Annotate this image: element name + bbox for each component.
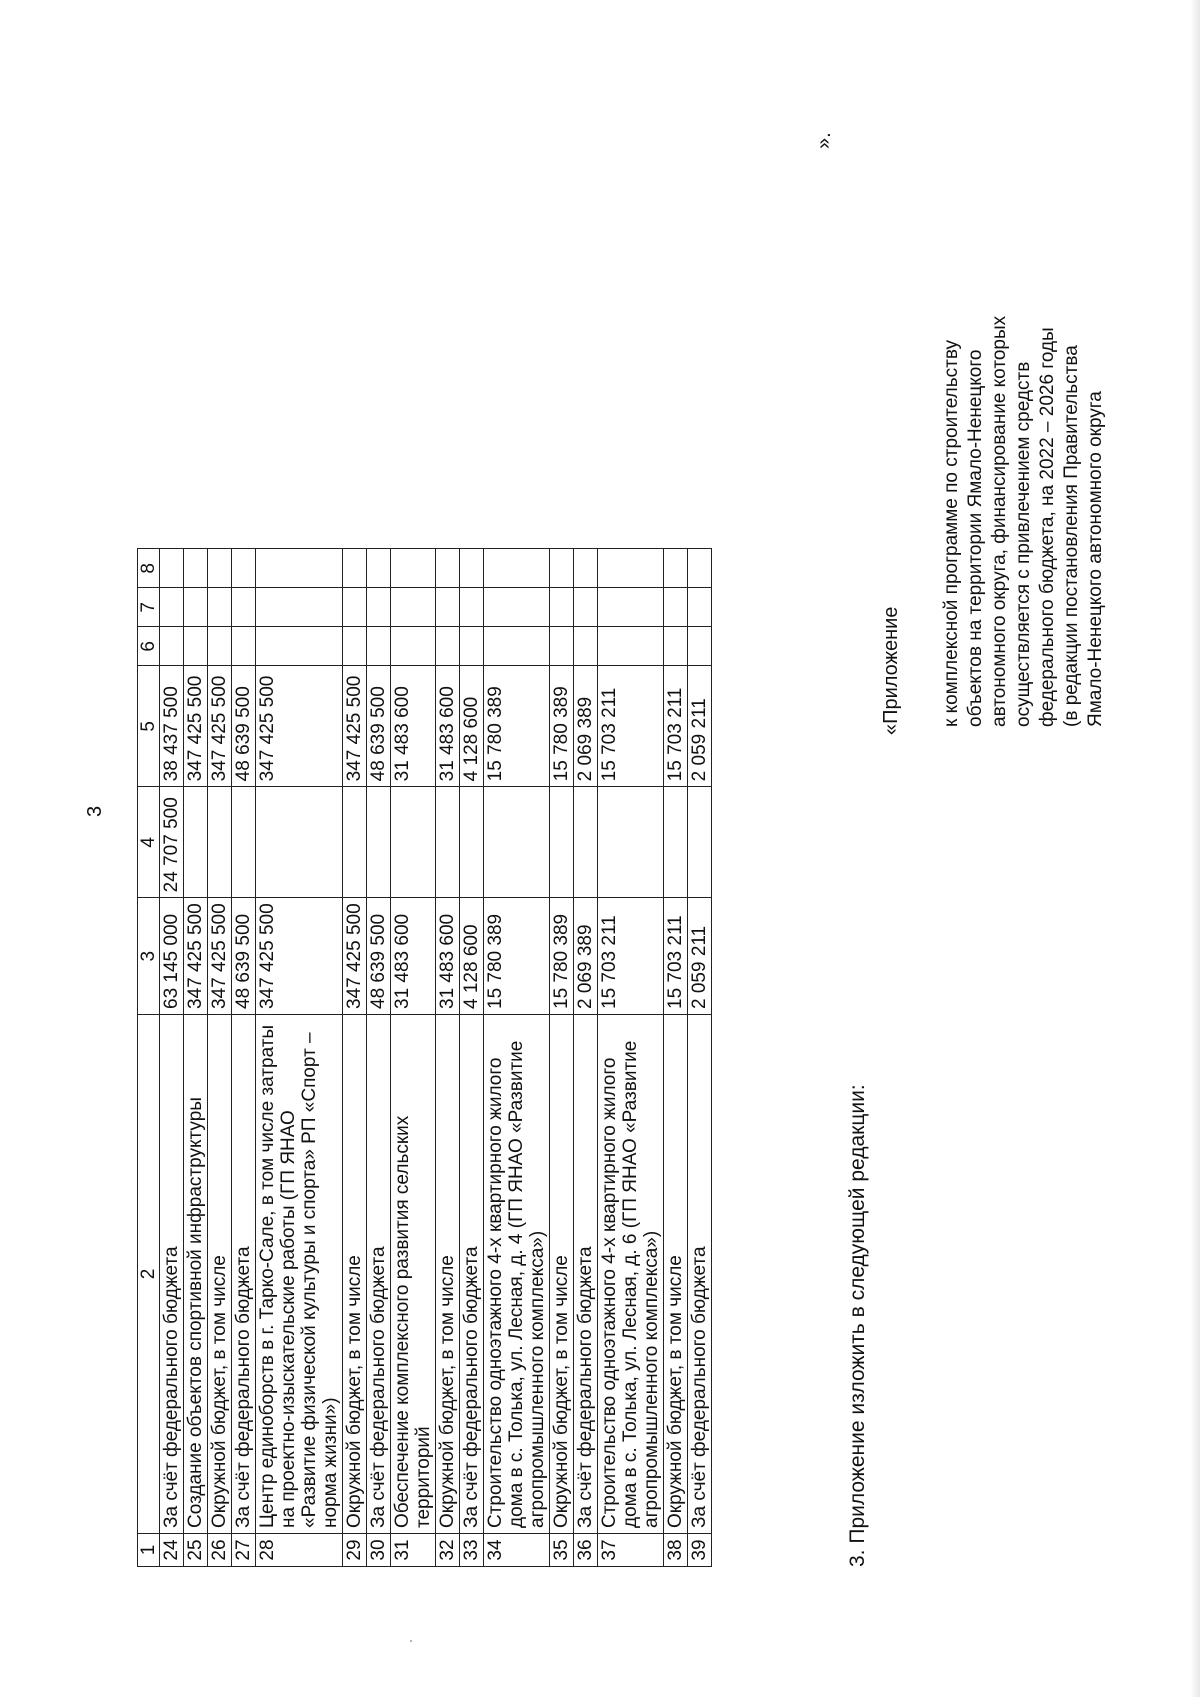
col7-value — [184, 588, 208, 627]
col7-value — [598, 588, 664, 627]
col8-value — [391, 549, 436, 588]
appendix-line: к комплексной программе по строительству — [941, 340, 962, 727]
column-header: 5 — [138, 666, 160, 787]
col7-value — [256, 588, 343, 627]
col4-value — [391, 787, 436, 898]
row-number: 27 — [232, 1534, 256, 1567]
row-number: 25 — [184, 1534, 208, 1567]
col7-value — [484, 588, 550, 627]
col3-value: 2 069 389 — [574, 898, 598, 1015]
col8-value — [160, 549, 184, 588]
col4-value: 24 707 500 — [160, 787, 184, 898]
table-row — [232, 549, 256, 1567]
col6-value — [391, 627, 436, 666]
column-header: 1 — [138, 1534, 160, 1567]
row-number: 33 — [460, 1534, 484, 1567]
col4-value — [343, 787, 367, 898]
col7-value — [391, 588, 436, 627]
row-description: Центр единоборств в г. Тарко-Сале, в том числе затраты на проектно-изыскательские работы (ГП ЯНАО «Развитие физической культуры и спорта» РП «Спорт – норма жизни») — [256, 1015, 343, 1534]
col4-value — [664, 787, 688, 898]
col5-value: 15 780 389 — [550, 666, 574, 787]
row-number: 35 — [550, 1534, 574, 1567]
col6-value — [598, 627, 664, 666]
appendix-line: объектов на территории Ямало-Ненецкого — [965, 349, 986, 727]
col7-value — [343, 588, 367, 627]
col6-value — [436, 627, 460, 666]
table-row — [460, 549, 484, 1567]
col8-value — [688, 549, 712, 588]
col4-value — [232, 787, 256, 898]
row-number: 34 — [484, 1534, 550, 1567]
col7-value — [232, 588, 256, 627]
col5-value: 4 128 600 — [460, 666, 484, 787]
col4-value — [688, 787, 712, 898]
row-description: За счёт федерального бюджета — [160, 1015, 184, 1534]
col3-value: 63 145 000 — [160, 898, 184, 1015]
col4-value — [574, 787, 598, 898]
table-row — [484, 549, 550, 1567]
row-description: Окружной бюджет, в том числе — [208, 1015, 232, 1534]
closing-quote: ». — [813, 132, 835, 149]
col8-value — [436, 549, 460, 588]
col4-value — [184, 787, 208, 898]
table-row — [208, 549, 232, 1567]
table-row — [664, 549, 688, 1567]
col7-value — [460, 588, 484, 627]
col4-value — [598, 787, 664, 898]
table-row — [688, 549, 712, 1567]
col7-value — [208, 588, 232, 627]
col3-value: 2 059 211 — [688, 898, 712, 1015]
col4-value — [436, 787, 460, 898]
col7-value — [367, 588, 391, 627]
col6-value — [460, 627, 484, 666]
appendix-line: Ямало-Ненецкого автономного округа — [1085, 391, 1106, 727]
col6-value — [664, 627, 688, 666]
row-description: Строительство одноэтажного 4-х квартирного жилого дома в с. Толька, ул. Лесная, д. 6 (ГП ЯНАО «Развитие агропромышленного комплекса») — [598, 1015, 664, 1534]
col5-value: 38 437 500 — [160, 666, 184, 787]
col8-value — [598, 549, 664, 588]
row-number: 26 — [208, 1534, 232, 1567]
col4-value — [367, 787, 391, 898]
table-row — [160, 549, 184, 1567]
col8-value — [184, 549, 208, 588]
col8-value — [367, 549, 391, 588]
row-description: Строительство одноэтажного 4-х квартирного жилого дома в с. Толька, ул. Лесная, д. 4 (ГП ЯНАО «Развитие агропромышленного комплекса») — [484, 1015, 550, 1534]
table-row — [256, 549, 343, 1567]
appendix-line: осуществляется с привлечением средств — [1013, 361, 1034, 727]
col8-value — [460, 549, 484, 588]
row-number: 32 — [436, 1534, 460, 1567]
col3-value: 48 639 500 — [367, 898, 391, 1015]
col7-value — [664, 588, 688, 627]
col8-value — [256, 549, 343, 588]
table-header-row — [138, 549, 160, 1567]
row-number: 24 — [160, 1534, 184, 1567]
table-row — [436, 549, 460, 1567]
col3-value: 15 780 389 — [484, 898, 550, 1015]
appendix-line: автономного округа, финансирование которых — [989, 315, 1010, 727]
col3-value: 347 425 500 — [208, 898, 232, 1015]
col8-value — [343, 549, 367, 588]
row-number: 37 — [598, 1534, 664, 1567]
col5-value: 347 425 500 — [208, 666, 232, 787]
col8-value — [484, 549, 550, 588]
row-number: 36 — [574, 1534, 598, 1567]
col3-value: 15 780 389 — [550, 898, 574, 1015]
row-description: Окружной бюджет, в том числе — [550, 1015, 574, 1534]
col5-value: 15 703 211 — [598, 666, 664, 787]
section-heading: 3. Приложение изложить в следующей редакции: — [846, 1084, 869, 1567]
col3-value: 347 425 500 — [343, 898, 367, 1015]
row-description: Окружной бюджет, в том числе — [343, 1015, 367, 1534]
col5-value: 15 780 389 — [484, 666, 550, 787]
column-header: 2 — [138, 1015, 160, 1534]
col6-value — [574, 627, 598, 666]
row-description: Создание объектов спортивной инфраструктуры — [184, 1015, 208, 1534]
row-number: 38 — [664, 1534, 688, 1567]
col5-value: 31 483 600 — [436, 666, 460, 787]
row-number: 39 — [688, 1534, 712, 1567]
row-description: За счёт федерального бюджета — [460, 1015, 484, 1534]
row-description: За счёт федерального бюджета — [574, 1015, 598, 1534]
col3-value: 48 639 500 — [232, 898, 256, 1015]
col6-value — [256, 627, 343, 666]
col5-value: 48 639 500 — [232, 666, 256, 787]
col6-value — [160, 627, 184, 666]
col7-value — [160, 588, 184, 627]
col3-value: 4 128 600 — [460, 898, 484, 1015]
column-header: 4 — [138, 787, 160, 898]
col7-value — [436, 588, 460, 627]
col8-value — [232, 549, 256, 588]
row-description: За счёт федерального бюджета — [688, 1015, 712, 1534]
col3-value: 347 425 500 — [256, 898, 343, 1015]
col4-value — [256, 787, 343, 898]
appendix-description — [940, 247, 1108, 727]
column-header: 7 — [138, 588, 160, 627]
column-header: 3 — [138, 898, 160, 1015]
appendix-line: (в редакции постановления Правительства — [1061, 345, 1082, 727]
col3-value: 15 703 211 — [598, 898, 664, 1015]
row-number: 30 — [367, 1534, 391, 1567]
col6-value — [367, 627, 391, 666]
col7-value — [550, 588, 574, 627]
col4-value — [460, 787, 484, 898]
col7-value — [688, 588, 712, 627]
col4-value — [208, 787, 232, 898]
col6-value — [688, 627, 712, 666]
row-description: За счёт федерального бюджета — [232, 1015, 256, 1534]
appendix-label: «Приложение — [880, 606, 902, 735]
row-description: Окружной бюджет, в том числе — [664, 1015, 688, 1534]
col6-value — [184, 627, 208, 666]
col5-value: 2 059 211 — [688, 666, 712, 787]
column-header: 8 — [138, 549, 160, 588]
table-row — [343, 549, 367, 1567]
row-description: Окружной бюджет, в том числе — [436, 1015, 460, 1534]
row-number: 28 — [256, 1534, 343, 1567]
table-row — [391, 549, 436, 1567]
table-row — [184, 549, 208, 1567]
row-number: 31 — [391, 1534, 436, 1567]
col5-value: 347 425 500 — [184, 666, 208, 787]
col6-value — [232, 627, 256, 666]
col7-value — [574, 588, 598, 627]
col5-value: 2 069 389 — [574, 666, 598, 787]
column-header: 6 — [138, 627, 160, 666]
col8-value — [550, 549, 574, 588]
col5-value: 347 425 500 — [256, 666, 343, 787]
col6-value — [484, 627, 550, 666]
col5-value: 15 703 211 — [664, 666, 688, 787]
page-number: 3 — [84, 805, 106, 817]
col5-value: 31 483 600 — [391, 666, 436, 787]
col5-value: 347 425 500 — [343, 666, 367, 787]
col6-value — [208, 627, 232, 666]
row-description: За счёт федерального бюджета — [367, 1015, 391, 1534]
table-row — [598, 549, 664, 1567]
col8-value — [664, 549, 688, 588]
col8-value — [574, 549, 598, 588]
col6-value — [550, 627, 574, 666]
row-description: Обеспечение комплексного развития сельских территорий — [391, 1015, 436, 1534]
appendix-line: федерального бюджета, на 2022 – 2026 годы — [1037, 327, 1058, 727]
col3-value: 15 703 211 — [664, 898, 688, 1015]
table-row — [367, 549, 391, 1567]
col3-value: 31 483 600 — [391, 898, 436, 1015]
col4-value — [550, 787, 574, 898]
col4-value — [484, 787, 550, 898]
col6-value — [343, 627, 367, 666]
col3-value: 347 425 500 — [184, 898, 208, 1015]
table-row — [574, 549, 598, 1567]
table-row — [550, 549, 574, 1567]
col3-value: 31 483 600 — [436, 898, 460, 1015]
col8-value — [208, 549, 232, 588]
row-number: 29 — [343, 1534, 367, 1567]
col5-value: 48 639 500 — [367, 666, 391, 787]
financing-table — [137, 548, 712, 1567]
